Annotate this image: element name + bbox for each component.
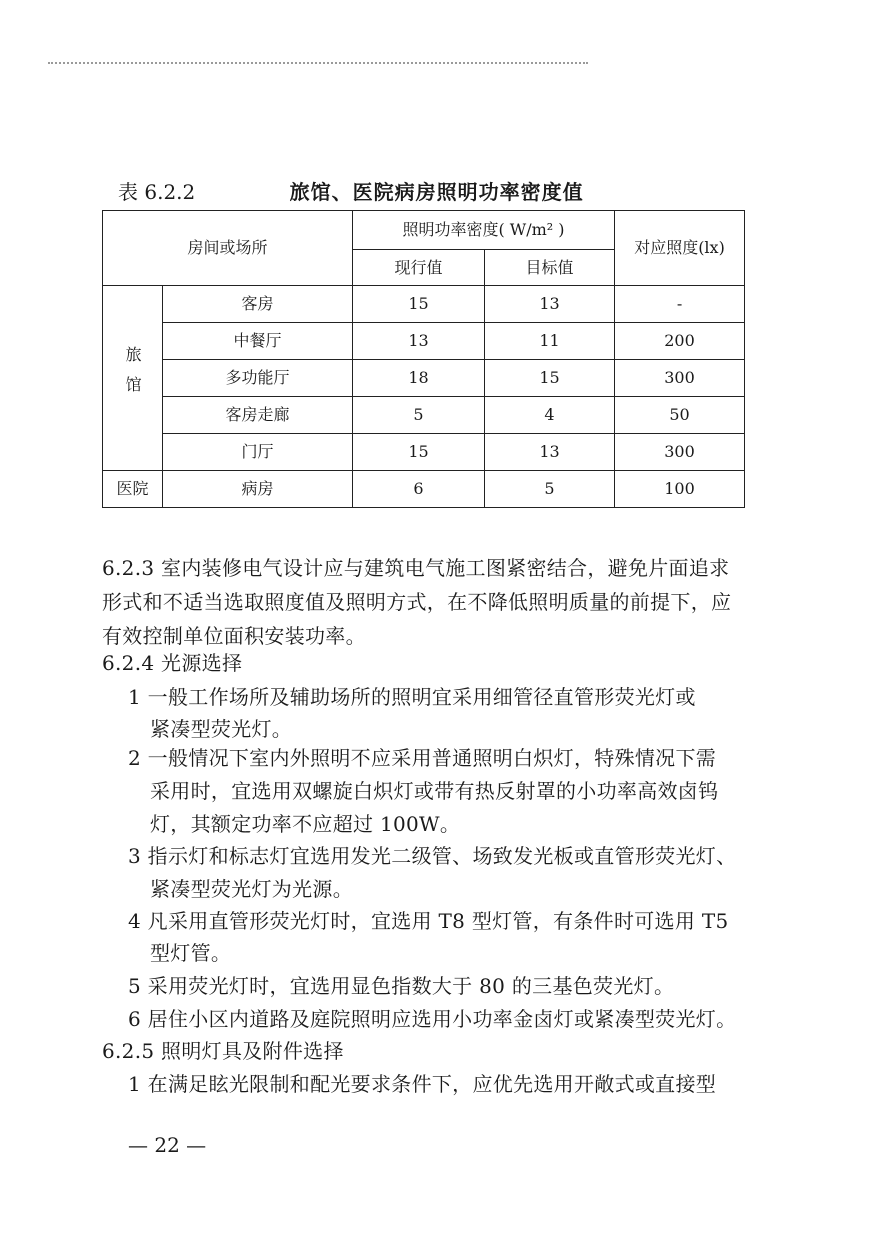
table-row-room: 多功能厅 xyxy=(163,360,353,397)
table-row-target: 15 xyxy=(485,360,615,397)
item-2-line-3: 灯，其额定功率不应超过 100W。 xyxy=(150,812,461,836)
item-3-line-2: 紧凑型荧光灯为光源。 xyxy=(150,877,353,901)
table-row-target: 11 xyxy=(485,323,615,360)
header-room: 房间或场所 xyxy=(103,211,353,286)
table-number: 表 6.2.2 xyxy=(118,180,196,204)
table-row-room: 客房走廊 xyxy=(163,397,353,434)
table-row-current: 13 xyxy=(353,323,485,360)
item-5: 5 采用荧光灯时，宜选用显色指数大于 80 的三基色荧光灯。 xyxy=(128,974,675,998)
item-2-line-2: 采用时，宜选用双螺旋白炽灯或带有热反射罩的小功率高效卤钨 xyxy=(150,779,719,803)
clause-6-2-3-line-1: 6.2.3 室内装修电气设计应与建筑电气施工图紧密结合，避免片面追求 xyxy=(102,556,730,580)
table-row-current: 15 xyxy=(353,434,485,471)
clause-6-2-3-line-3: 有效控制单位面积安装功率。 xyxy=(102,624,366,648)
lighting-power-density-table xyxy=(102,210,745,508)
header-lpd: 照明功率密度( W/m² ) xyxy=(353,211,615,250)
header-target: 目标值 xyxy=(485,250,615,286)
item-6: 6 居住小区内道路及庭院照明应选用小功率金卤灯或紧凑型荧光灯。 xyxy=(128,1007,737,1031)
table-row-room: 门厅 xyxy=(163,434,353,471)
section-6-2-4-heading: 6.2.4 光源选择 xyxy=(102,651,243,675)
group-hospital: 医院 xyxy=(103,471,163,508)
table-row-room: 客房 xyxy=(163,286,353,323)
item-6-2-5-1-line-1: 1 在满足眩光限制和配光要求条件下，应优先选用开敞式或直接型 xyxy=(128,1072,717,1096)
page-number: — 22 — xyxy=(128,1133,207,1157)
scan-artifact-line xyxy=(48,62,588,64)
table-row-target: 13 xyxy=(485,434,615,471)
table-row-current: 5 xyxy=(353,397,485,434)
table-row-lux: 300 xyxy=(615,360,745,397)
item-1-line-2: 紧凑型荧光灯。 xyxy=(150,717,293,741)
section-6-2-5-heading: 6.2.5 照明灯具及附件选择 xyxy=(102,1039,344,1063)
clause-6-2-3-line-2: 形式和不适当选取照度值及照明方式，在不降低照明质量的前提下，应 xyxy=(102,590,732,614)
item-1-line-1: 1 一般工作场所及辅助场所的照明宜采用细管径直管形荧光灯或 xyxy=(128,685,696,709)
table-caption xyxy=(118,176,584,205)
table-row-current: 6 xyxy=(353,471,485,508)
table-title: 旅馆、医院病房照明功率密度值 xyxy=(289,180,584,204)
group-hotel xyxy=(103,286,163,471)
header-current: 现行值 xyxy=(353,250,485,286)
group-hotel-label: 旅馆 xyxy=(123,345,143,406)
item-3-line-1: 3 指示灯和标志灯宜选用发光二级管、场致发光板或直管形荧光灯、 xyxy=(128,844,737,868)
table-row-room: 病房 xyxy=(163,471,353,508)
table-row-target: 4 xyxy=(485,397,615,434)
table-row-lux: 100 xyxy=(615,471,745,508)
item-4-line-1: 4 凡采用直管形荧光灯时，宜选用 T8 型灯管，有条件时可选用 T5 xyxy=(128,909,729,933)
table-row-lux: 200 xyxy=(615,323,745,360)
table-row-current: 18 xyxy=(353,360,485,397)
table-row-lux: 300 xyxy=(615,434,745,471)
table-row-lux: 50 xyxy=(615,397,745,434)
table-row-current: 15 xyxy=(353,286,485,323)
header-illuminance: 对应照度(lx) xyxy=(615,211,745,286)
table-row-room: 中餐厅 xyxy=(163,323,353,360)
item-2-line-1: 2 一般情况下室内外照明不应采用普通照明白炽灯，特殊情况下需 xyxy=(128,746,717,770)
table-row-target: 5 xyxy=(485,471,615,508)
table-row-target: 13 xyxy=(485,286,615,323)
table-row-lux: - xyxy=(615,286,745,323)
item-4-line-2: 型灯管。 xyxy=(150,941,232,965)
